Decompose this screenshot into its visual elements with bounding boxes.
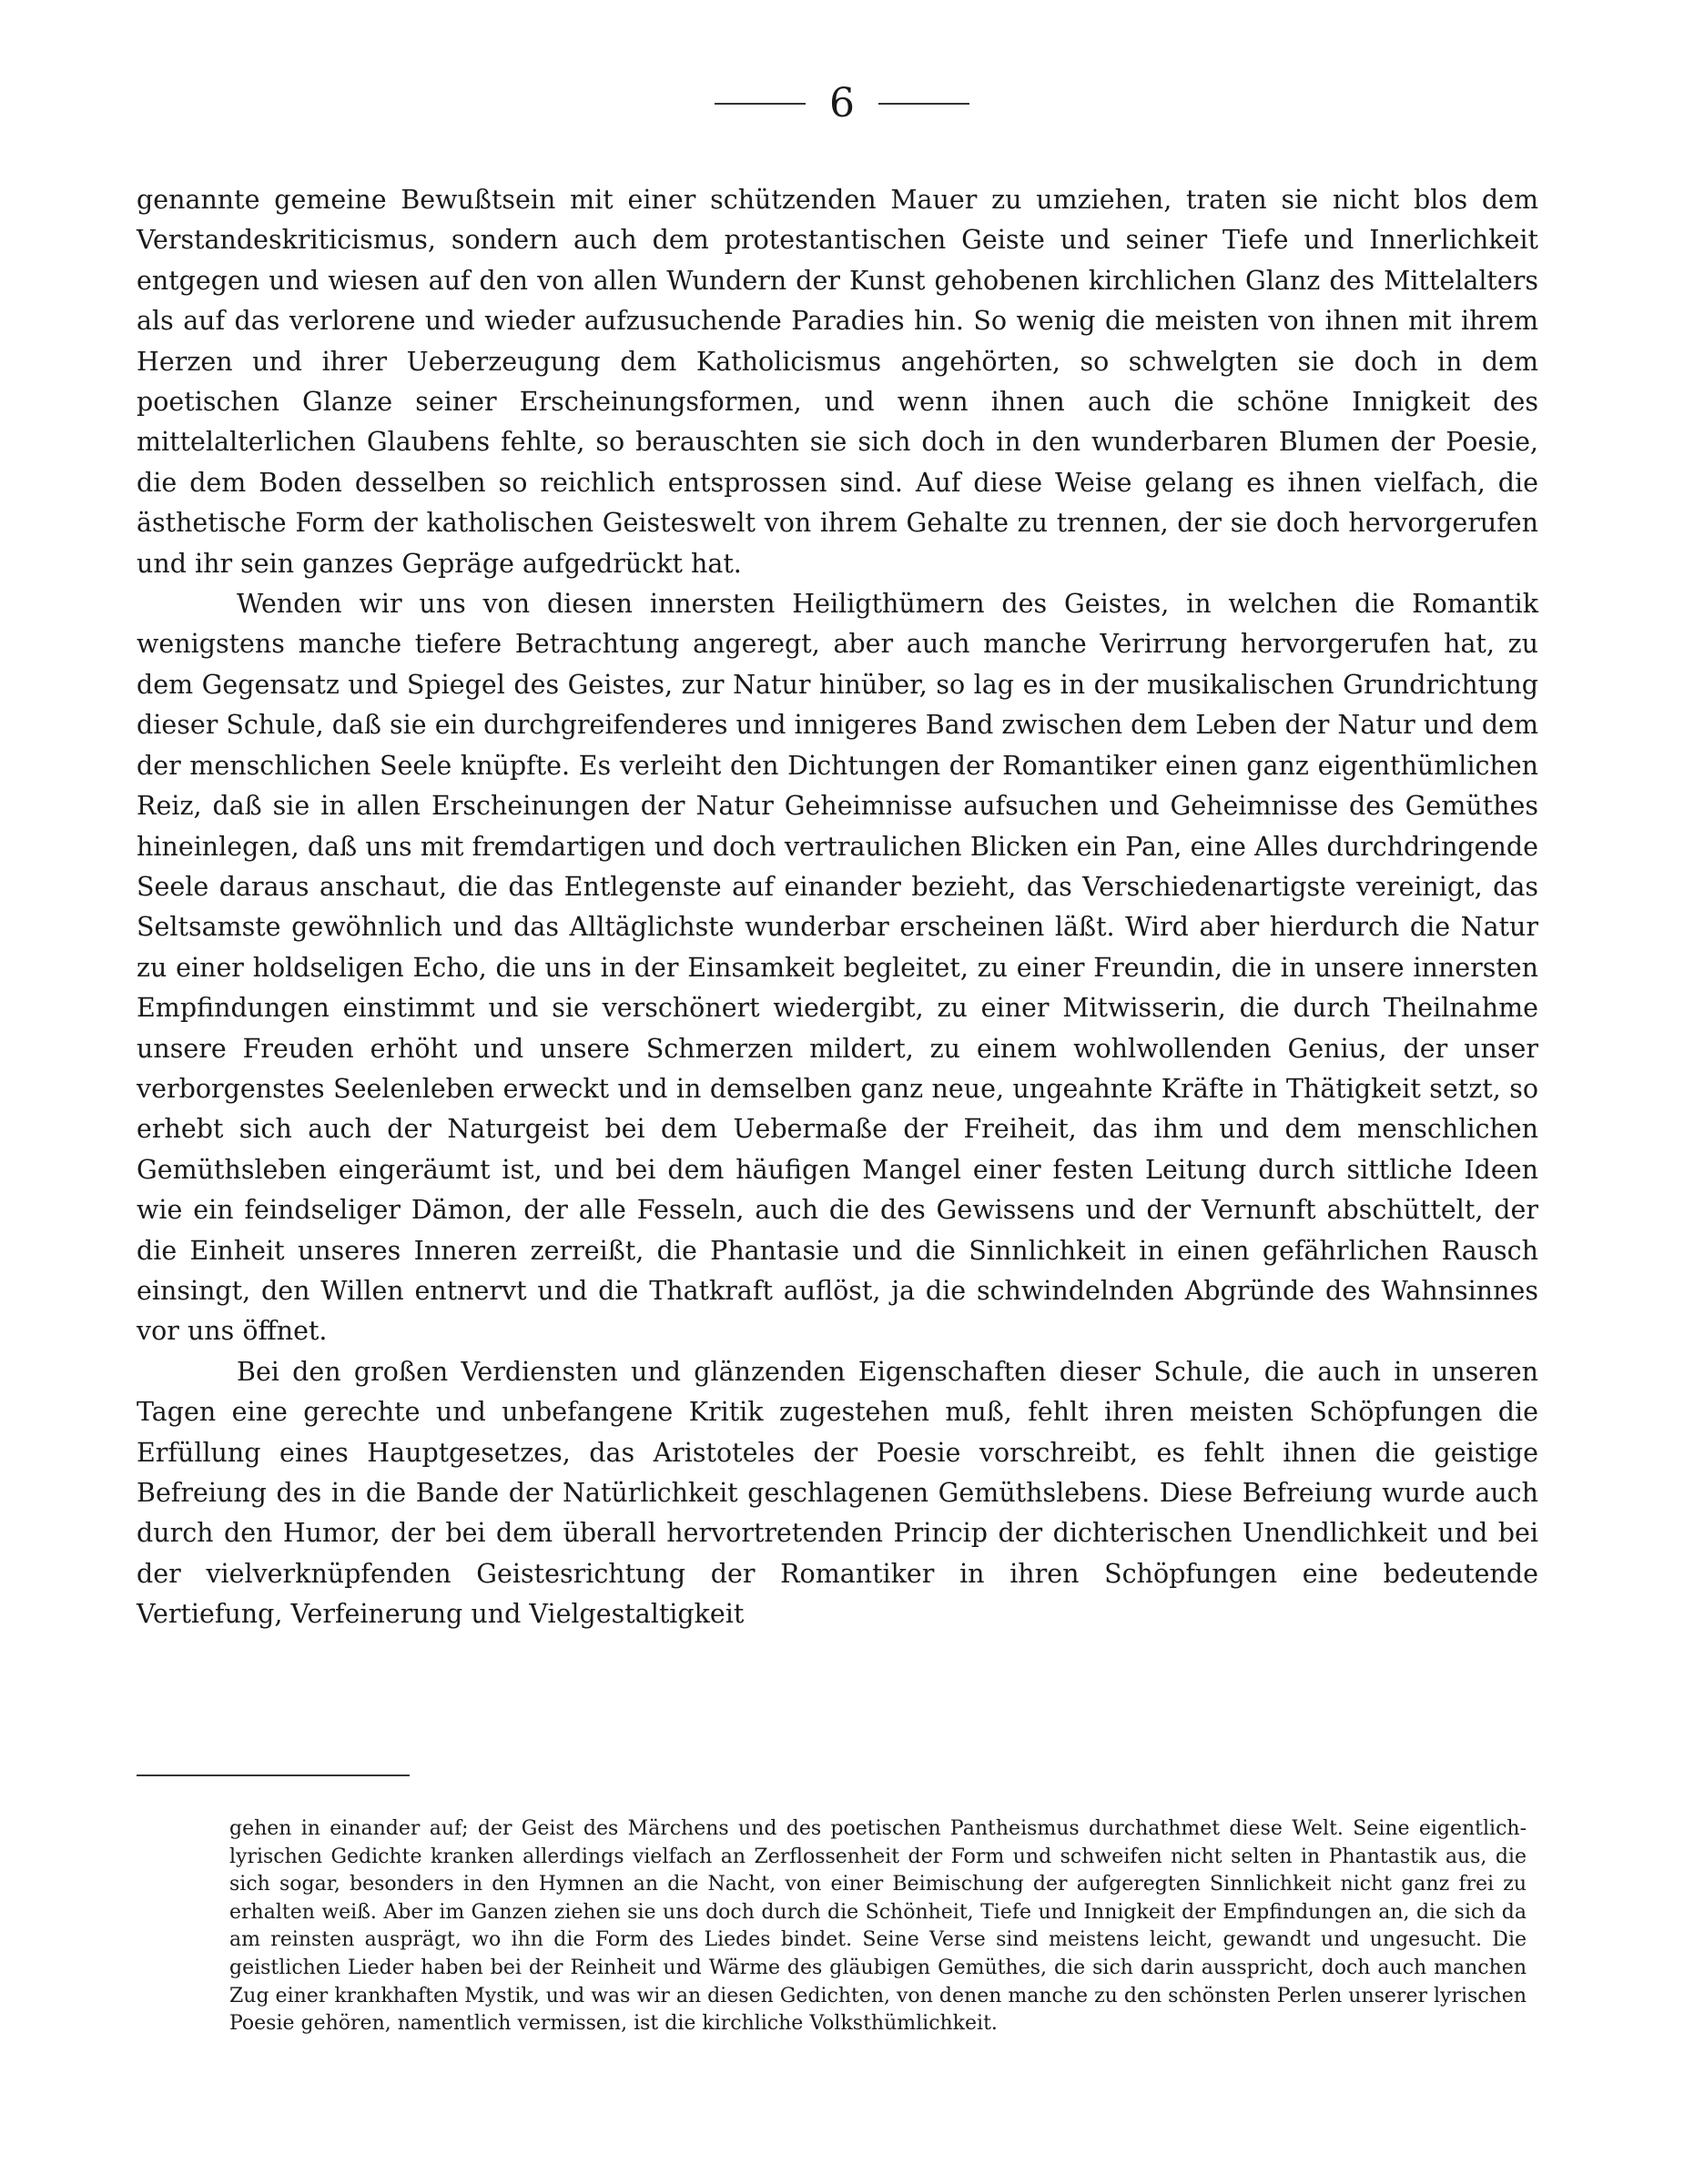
- footnote-separator: [137, 1774, 410, 1776]
- page-number: 6: [829, 80, 855, 126]
- paragraph-1: genannte gemeine Bewußtsein mit einer schützenden Mauer zu umziehen, traten sie nicht blos dem Verstandeskriticismus, sondern auch dem protestantischen Geiste und seiner Tiefe und Innerlichkeit entgegen und wiesen auf den von allen Wundern der Kunst gehobenen kirchlichen Glanz des Mittelalters als auf das verlorene und wieder aufzusuchende Paradies hin. So wenig die meisten von ihnen mit ihrem Herzen und ihrer Ueberzeugung dem Katholicismus angehörten, so schwelgten sie doch in dem poetischen Glanze seiner Erscheinungsformen, und wenn ihnen auch die schöne Innigkeit des mittelalterlichen Glaubens fehlte, so berauschten sie sich doch in den wunderbaren Blumen der Poesie, die dem Boden desselben so reichlich entsprossen sind. Auf diese Weise gelang es ihnen vielfach, die ästhetische Form der katholischen Geisteswelt von ihrem Gehalte zu trennen, der sie doch hervorgerufen und ihr sein ganzes Gepräge aufgedrückt hat.: [137, 185, 1538, 579]
- body-text: [137, 180, 1538, 1635]
- page-header: [0, 80, 1684, 126]
- footnote-text: gehen in einander auf; der Geist des Märchens und des poetischen Pantheismus durchathmet diese Welt. Seine eigentlich-lyrischen Gedichte kranken allerdings vielfach an Zerflossenheit der Form und schweifen nicht selten in Phantastik aus, die sich sogar, besonders in den Hymnen an die Nacht, von einer Beimischung der aufgeregten Sinnlichkeit nicht ganz frei zu erhalten weiß. Aber im Ganzen ziehen sie uns doch durch die Schönheit, Tiefe und Innigkeit der Empfindungen an, die sich da am reinsten ausprägt, wo ihn die Form des Liedes bindet. Seine Verse sind meistens leicht, gewandt und ungesucht. Die geistlichen Lieder haben bei der Reinheit und Wärme des gläubigen Gemüthes, die sich darin ausspricht, doch auch manchen Zug einer krankhaften Mystik, und was wir an diesen Gedichten, von denen manche zu den schönsten Perlen unserer lyrischen Poesie gehören, namentlich vermissen, ist die kirchliche Volksthümlichkeit.: [229, 1817, 1527, 2036]
- header-rule-right: [878, 103, 969, 105]
- paragraph-3: Bei den großen Verdiensten und glänzenden Eigenschaften dieser Schule, die auch in unseren Tagen eine gerechte und unbefangene Kritik zugestehen muß, fehlt ihren meisten Schöpfungen die Erfüllung eines Hauptgesetzes, das Aristoteles der Poesie vorschreibt, es fehlt ihnen die geistige Befreiung des in die Bande der Natürlichkeit geschlagenen Gemüthslebens. Diese Befreiung wurde auch durch den Humor, der bei dem überall hervortretenden Princip der dichterischen Unendlichkeit und bei der vielverknüpfenden Geistesrichtung der Romantiker in ihren Schöpfungen eine bedeutende Vertiefung, Verfeinerung und Vielgestaltigkeit: [137, 1356, 1538, 1630]
- footnote: [229, 1815, 1527, 2038]
- paragraph-2: Wenden wir uns von diesen innersten Heiligthümern des Geistes, in welchen die Romantik wenigstens manche tiefere Betrachtung angeregt, aber auch manche Verirrung hervorgerufen hat, zu dem Gegensatz und Spiegel des Geistes, zur Natur hinüber, so lag es in der musikalischen Grundrichtung dieser Schule, daß sie ein durchgreifenderes und innigeres Band zwischen dem Leben der Natur und dem der menschlichen Seele knüpfte. Es verleiht den Dichtungen der Romantiker einen ganz eigenthümlichen Reiz, daß sie in allen Erscheinungen der Natur Geheimnisse aufsuchen und Geheimnisse des Gemüthes hineinlegen, daß uns mit fremdartigen und doch vertraulichen Blicken ein Pan, eine Alles durchdringende Seele daraus anschaut, die das Entlegenste auf einander bezieht, das Verschiedenartigste vereinigt, das Seltsamste gewöhnlich und das Alltäglichste wunderbar erscheinen läßt. Wird aber hierdurch die Natur zu einer holdseligen Echo, die uns in der Einsamkeit begleitet, zu einer Freundin, die in unsere innersten Empfindungen einstimmt und sie verschönert wiedergibt, zu einer Mitwisserin, die durch Theilnahme unsere Freuden erhöht und unsere Schmerzen mildert, zu einem wohlwollenden Genius, der unser verborgenstes Seelenleben erweckt und in demselben ganz neue, ungeahnte Kräfte in Thätigkeit setzt, so erhebt sich auch der Naturgeist bei dem Uebermaße der Freiheit, das ihm und dem menschlichen Gemüthsleben eingeräumt ist, und bei dem häufigen Mangel einer festen Leitung durch sittliche Ideen wie ein feindseliger Dämon, der alle Fesseln, auch die des Gewissens und der Vernunft abschüttelt, der die Einheit unseres Inneren zerreißt, die Phantasie und die Sinnlichkeit in einen gefährlichen Rausch einsingt, den Willen entnervt und die Thatkraft auflöst, ja die schwindelnden Abgründe des Wahnsinnes vor uns öffnet.: [137, 589, 1538, 1347]
- header-rule-left: [715, 103, 806, 105]
